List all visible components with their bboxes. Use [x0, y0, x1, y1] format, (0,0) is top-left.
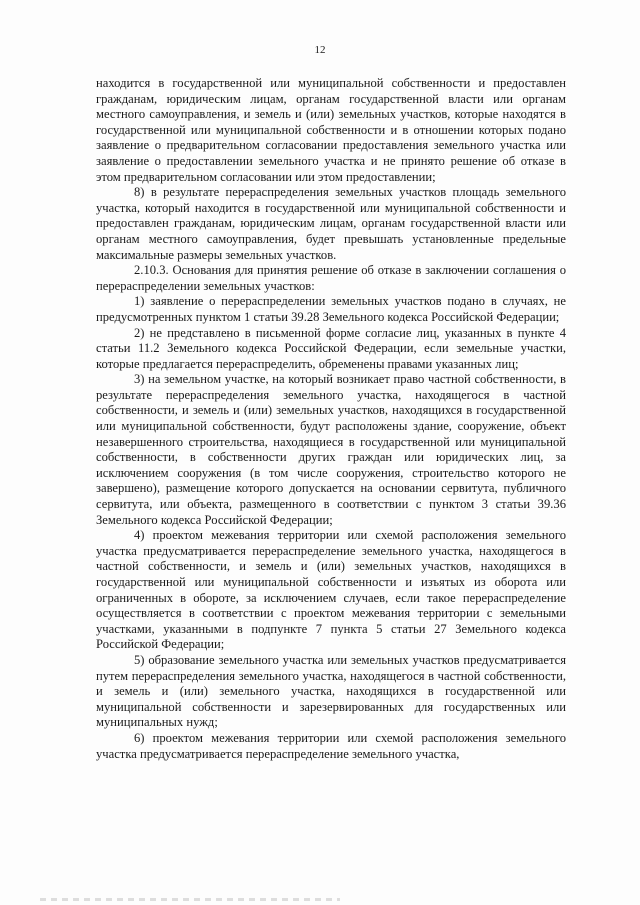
paragraph-continuation: находится в государственной или муниципальной собственности и предоставлен гражданам, юридическим лицам, органам государственной власти или органам местного самоуправления, и земель и (или) земельных участков, которые находятся в государственной или муниципальной собственности и в отношении которых подано заявление о предварительном согласовании предоставления земельного участка или заявление о предоставлении земельного участка и не принято решение об отказе в этом предварительном согласовании или этом предоставлении;	[96, 76, 566, 184]
paragraph-item-5: 5) образование земельного участка или земельных участков предусматривается путем перераспределения земельного участка, находящегося в частной собственности, и земель и (или) земельного участка, находящихся в государственной или муниципальной собственности и зарезервированных для государственных или муниципальных нужд;	[96, 652, 566, 730]
paragraph-item-1: 1) заявление о перераспределении земельных участков подано в случаях, не предусмотренных пунктом 1 статьи 39.28 Земельного кодекса Российской Федерации;	[96, 294, 566, 324]
paragraph-item-8: 8) в результате перераспределения земельных участков площадь земельного участка, который находится в государственной или муниципальной собственности и предоставлен гражданам, юридическим лицам, органам государственной власти или органам местного самоуправления, будет превышать установленные предельные максимальные размеры земельных участков.	[96, 185, 566, 262]
page-number: 12	[314, 44, 326, 56]
paragraph-item-4: 4) проектом межевания территории или схемой расположения земельного участка предусматривается перераспределение земельного участка, находящегося в частной собственности, и земель и (или) земельных участков, находящихся в государственной или муниципальной собственности и изъятых из оборота или ограниченных в обороте, за исключением случаев, если такое перераспределение осуществляется в соответствии с проектом межевания территории с земельными участками, указанными в подпункте 7 пункта 5 статьи 27 Земельного кодекса Российской Федерации;	[96, 528, 566, 652]
paragraph-section-2-10-3: 2.10.3. Основания для принятия решение об отказе в заключении соглашения о перераспределении земельных участков:	[96, 263, 566, 293]
paragraph-item-6: 6) проектом межевания территории или схемой расположения земельного участка предусматривается перераспределение земельного участка,	[96, 730, 566, 761]
document-body	[96, 76, 566, 762]
scan-artifact	[40, 898, 340, 901]
paragraph-item-2: 2) не представлено в письменной форме согласие лиц, указанных в пункте 4 статьи 11.2 Земельного кодекса Российской Федерации, если земельные участки, которые предлагается перераспределить, обременены правами указанных лиц;	[96, 325, 566, 371]
paragraph-item-3: 3) на земельном участке, на который возникает право частной собственности, в результате перераспределения земельного участка, находящегося в частной собственности, и земель и (или) земельных участков, находящихся в государственной или муниципальной собственности, будут расположены здание, сооружение, объект незавершенного строительства, находящиеся в государственной или муниципальной собственности, в собственности других граждан или юридических лиц, за исключением сооружения (в том числе сооружения, строительство которого не завершено), размещение которого допускается на основании сервитута, публичного сервитута, или объекта, размещенного в соответствии с пунктом 3 статьи 39.36 Земельного кодекса Российской Федерации;	[96, 372, 566, 527]
